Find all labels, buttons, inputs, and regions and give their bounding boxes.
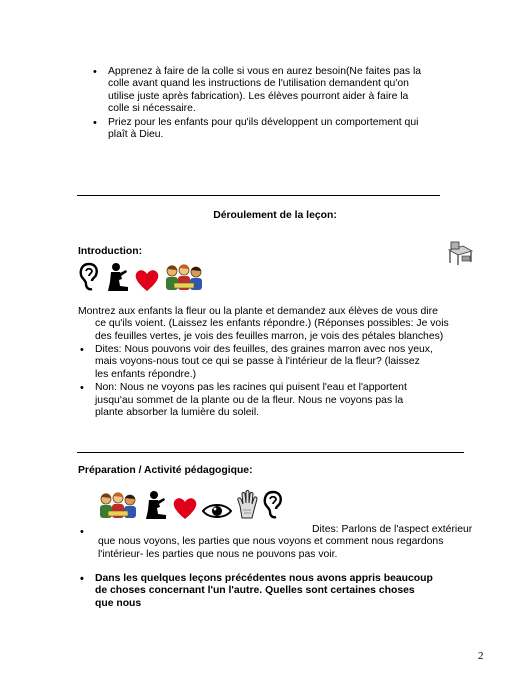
list-item: • Dans les quelques leçons précédentes nous avons appris beaucoup de choses concernant l'un l'autre. Quelles sont certaines choses que nous <box>95 573 435 610</box>
introduction-paragraph: Montrez aux enfants la fleur ou la plante et demandez aux élèves de vous dire ce qu'ils voient. (Laissez les enfants répondre.) (Réponses possibles: Je vois des feuilles vertes, je vois des feuilles marron, je vois des pétales blanches) <box>78 306 449 342</box>
preparation-bullet-1-text: Dites: Parlons de l'aspect extérieur que nous voyons, les parties que nous voyons et comment nous regardons l'intérieur- les parties que nous ne pouvons pas voir. <box>98 524 473 560</box>
introduction-icons <box>78 262 204 292</box>
bullet-marker: • <box>80 526 84 538</box>
children-group-icon <box>164 264 204 292</box>
eye-icon <box>202 502 232 520</box>
children-group-icon <box>98 492 138 520</box>
divider <box>77 452 464 453</box>
list-item: • Non: Nous ne voyons pas les racines qui puisent l'eau et l'apportent jusqu'au sommet de la plante ou de la fleur. Nous ne voyons pas la plante absorber la lumière du soleil. <box>95 382 433 419</box>
ear-icon <box>78 262 100 292</box>
introduction-bullet-list <box>95 344 433 419</box>
divider <box>77 195 440 196</box>
preparation-heading: Préparation / Activité pédagogique: <box>78 465 253 476</box>
ear-icon <box>262 490 284 520</box>
praying-person-icon <box>104 262 130 292</box>
preparation-icons <box>98 490 284 520</box>
introduction-heading: Introduction: <box>78 246 143 257</box>
page-number: 2 <box>478 650 484 662</box>
heart-icon <box>172 496 198 520</box>
list-item: • Apprenez à faire de la colle si vous en aurez besoin(Ne faites pas la colle avant quand les instructions de l'utilisation demandent qu'on utilise juste après fabrication). Les élèves pourront aider à faire la colle si nécessaire. <box>108 66 430 116</box>
intro-bullet-list <box>108 66 430 141</box>
praying-person-icon <box>142 490 168 520</box>
hand-icon <box>236 490 258 520</box>
list-item: • Priez pour les enfants pour qu'ils développent un comportement qui plaît à Dieu. <box>108 117 430 142</box>
lesson-title: Déroulement de la leçon: <box>213 210 337 221</box>
list-item: • Dites: Nous pouvons voir des feuilles, des graines marron avec nos yeux, mais voyons-nous tout ce qui se passe à l'intérieur de la fleur? (laissez les enfants répondre.) <box>95 344 433 381</box>
desk-icon <box>445 240 475 266</box>
preparation-bullet-list <box>95 573 435 610</box>
heart-icon <box>134 268 160 292</box>
